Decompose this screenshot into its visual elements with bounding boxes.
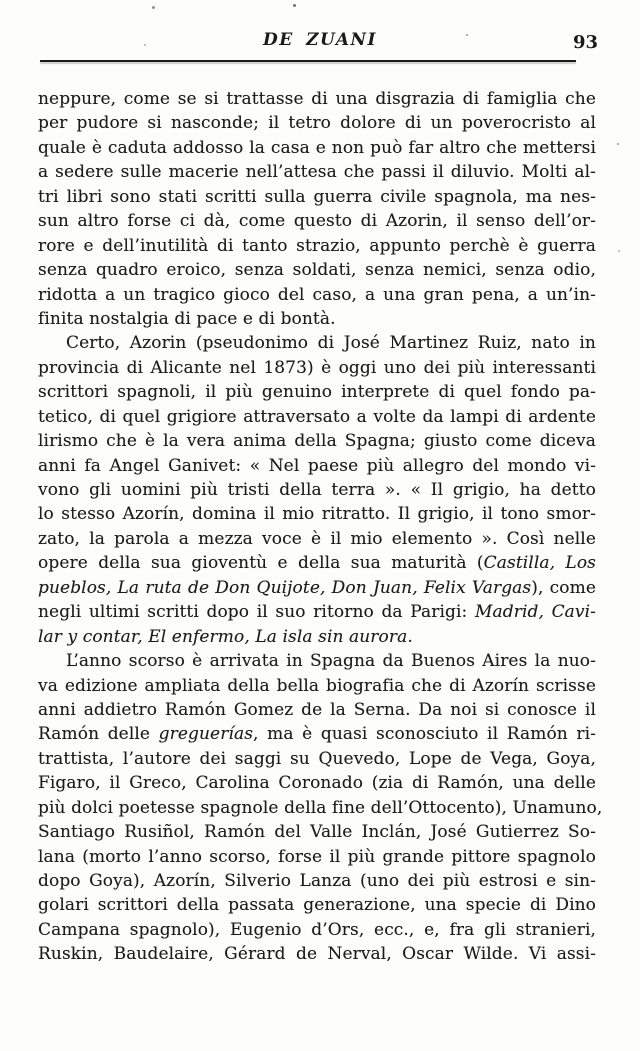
scan-speck bbox=[510, 953, 512, 955]
text-line bbox=[38, 674, 596, 698]
text-line bbox=[38, 405, 596, 429]
text-line bbox=[38, 551, 596, 575]
text-segment: a sedere sulle macerie nell’attesa che passi il diluvio. Molti al- bbox=[38, 162, 596, 183]
text-line bbox=[38, 820, 596, 844]
text-segment: scrittori spagnoli, il più genuino interprete di quel fondo pa- bbox=[38, 382, 596, 403]
text-segment: negli ultimi scritti dopo il suo ritorno da Parigi: bbox=[38, 602, 475, 623]
text-line bbox=[38, 307, 596, 331]
text-line bbox=[38, 845, 596, 869]
scan-speck bbox=[144, 44, 146, 46]
italic-text-segment: Madrid, Cavi- bbox=[475, 602, 597, 623]
text-segment: , ma è quasi sconosciuto il Ramón ri- bbox=[253, 724, 597, 745]
running-header bbox=[0, 30, 640, 56]
text-segment: L’anno scorso è arrivata in Spagna da Buenos Aires la nuo- bbox=[66, 651, 596, 672]
scan-speck bbox=[618, 250, 620, 252]
text-line bbox=[38, 747, 596, 771]
scan-speck bbox=[617, 143, 619, 145]
text-segment: lana (morto l’anno scorso, forse il più grande pittore spagnolo bbox=[38, 846, 596, 867]
text-segment: golari scrittori della passata generazione, una specie di Dino bbox=[38, 895, 596, 916]
text-segment: tetico, di quel grigiore attraversato a volte da lampi di ardente bbox=[38, 406, 596, 427]
scan-speck bbox=[152, 6, 155, 9]
text-segment: provincia di Alicante nel 1873) è oggi uno dei più interessanti bbox=[38, 357, 596, 378]
text-segment: Campana spagnolo), Eugenio d’Ors, ecc., e, fra gli stranieri, bbox=[38, 919, 596, 940]
text-segment: senza quadro eroico, senza soldati, senza nemici, senza odio, bbox=[38, 260, 596, 281]
text-line bbox=[38, 185, 596, 209]
text-segment: finita nostalgia di pace e di bontà. bbox=[38, 308, 336, 329]
text-line bbox=[38, 478, 596, 502]
text-segment: rore e dell’inutilità di tanto strazio, appunto perchè è guerra bbox=[38, 235, 596, 256]
paragraph bbox=[38, 331, 596, 649]
page-number: 93 bbox=[572, 32, 598, 53]
scan-speck bbox=[466, 34, 468, 36]
text-line bbox=[38, 600, 596, 624]
text-line bbox=[38, 234, 596, 258]
text-line bbox=[38, 771, 596, 795]
text-line bbox=[38, 331, 596, 355]
text-line bbox=[38, 258, 596, 282]
italic-text-segment: pueblos, La ruta de Don Quijote, Don Juan, Felix Vargas bbox=[38, 577, 532, 598]
text-segment: ), come bbox=[531, 577, 596, 598]
text-segment: opere della sua gioventù e della sua maturità ( bbox=[38, 553, 484, 574]
text-line bbox=[38, 869, 596, 893]
italic-text-segment: Castilla, Los bbox=[483, 553, 596, 574]
text-segment: lirismo che è la vera anima della Spagna; giusto come diceva bbox=[38, 431, 596, 452]
header-rule bbox=[40, 60, 576, 62]
text-line bbox=[38, 796, 603, 820]
paragraph bbox=[38, 87, 596, 331]
text-segment: Certo, Azorin (pseudonimo di José Martinez Ruiz, nato in bbox=[66, 333, 596, 354]
text-segment: per pudore si nasconde; il tetro dolore di un poverocristo al bbox=[38, 113, 596, 134]
text-line bbox=[38, 380, 596, 404]
text-line bbox=[38, 893, 596, 917]
running-title: DE ZUANI bbox=[262, 30, 377, 50]
text-segment: tri libri sono stati scritti sulla guerra civile spagnola, ma nes- bbox=[38, 186, 596, 207]
text-line bbox=[38, 722, 596, 746]
text-line bbox=[38, 283, 596, 307]
paragraph bbox=[38, 649, 603, 967]
text-segment: Figaro, il Greco, Carolina Coronado (zia di Ramón, una delle bbox=[38, 773, 596, 794]
italic-text-segment: greguerías bbox=[158, 724, 254, 745]
text-line bbox=[38, 942, 596, 966]
text-line bbox=[38, 698, 596, 722]
text-segment: ridotta a un tragico gioco del caso, a una gran pena, a un’in- bbox=[38, 284, 596, 305]
text-segment: lo stesso Azorín, domina il mio ritratto. Il grigio, il tono smor- bbox=[38, 504, 596, 525]
text-segment: neppure, come se si trattasse di una disgrazia di famiglia che bbox=[38, 89, 596, 109]
text-segment: zato, la parola a mezza voce è il mio elemento ». Così nelle bbox=[38, 528, 596, 549]
scan-speck bbox=[293, 4, 296, 7]
text-segment: anni fa Angel Ganivet: « Nel paese più allegro del mondo vi- bbox=[38, 455, 596, 476]
text-segment: anni addietro Ramón Gomez de la Serna. Da noi si conosce il bbox=[38, 699, 596, 720]
text-body bbox=[38, 87, 603, 967]
text-line bbox=[38, 454, 596, 478]
text-segment: vono gli uomini più tristi della terra ». « Il grigio, ha detto bbox=[38, 480, 596, 500]
text-segment: va edizione ampliata della bella biografia che di Azorín scrisse bbox=[38, 675, 596, 696]
text-segment: Santiago Rusiñol, Ramón del Valle Inclán, José Gutierrez So- bbox=[38, 822, 596, 843]
text-segment: trattista, l’autore dei saggi su Quevedo, Lope de Vega, Goya, bbox=[38, 748, 596, 769]
text-segment: Ruskin, Baudelaire, Gérard de Nerval, Oscar Wilde. Vi assi- bbox=[38, 944, 596, 965]
text-segment: sun altro forse ci dà, come questo di Azorin, il senso dell’or- bbox=[38, 211, 596, 232]
text-segment: quale è caduta addosso la casa e non può far altro che mettersi bbox=[38, 137, 596, 158]
text-line bbox=[38, 209, 596, 233]
text-line bbox=[38, 429, 596, 453]
text-line bbox=[38, 111, 596, 135]
text-segment: Ramón delle bbox=[38, 724, 159, 745]
text-line bbox=[38, 87, 596, 111]
text-line bbox=[38, 918, 596, 942]
text-line bbox=[38, 625, 596, 649]
italic-text-segment: lar y contar, El enfermo, La isla sin aurora. bbox=[38, 626, 413, 647]
text-line bbox=[38, 160, 596, 184]
text-line bbox=[38, 356, 596, 380]
text-segment: più dolci poetesse spagnole della fine dell’Ottocento), Unamuno, bbox=[38, 797, 603, 818]
text-segment: dopo Goya), Azorín, Silverio Lanza (uno dei più estrosi e sin- bbox=[38, 871, 596, 891]
text-line bbox=[38, 527, 596, 551]
text-line bbox=[38, 502, 596, 526]
text-line bbox=[38, 649, 596, 673]
text-line bbox=[38, 136, 596, 160]
text-line bbox=[38, 576, 596, 600]
